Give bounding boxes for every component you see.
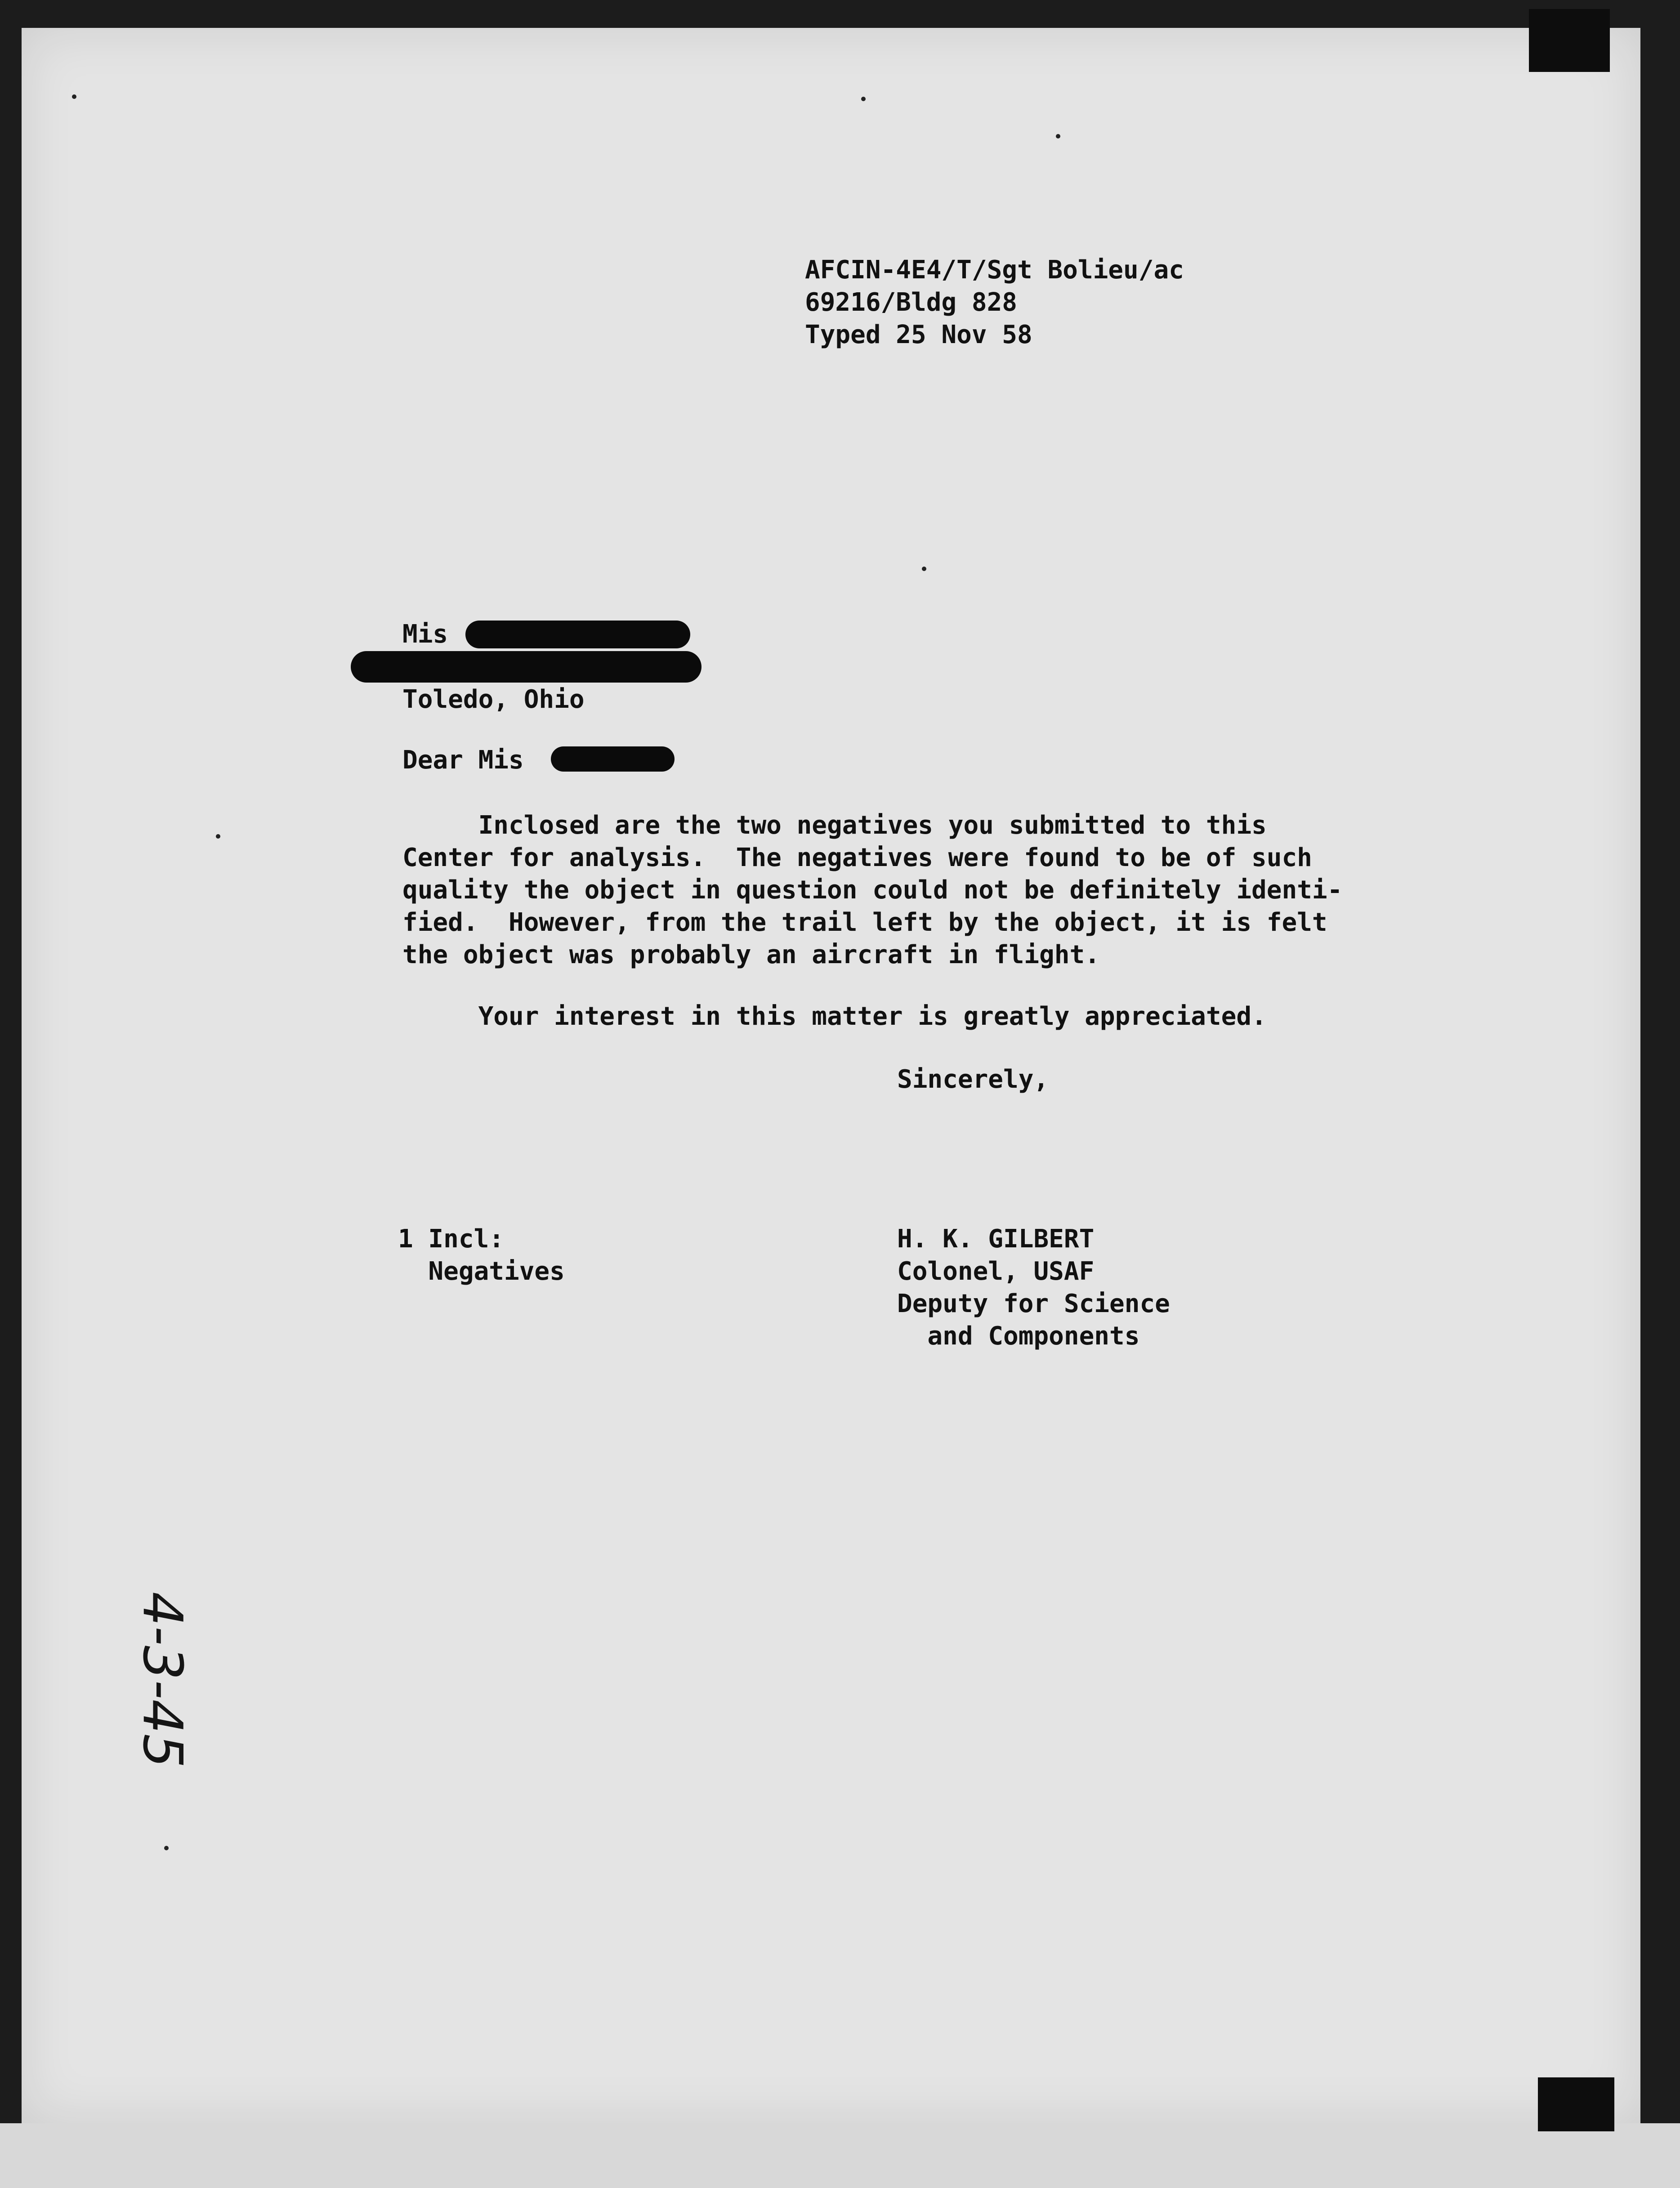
body-line-4: fied. However, from the trail left by the object, it is felt [402, 908, 1327, 937]
redaction-bar-salutation [551, 746, 675, 772]
scan-speck [1056, 134, 1060, 138]
signer-title-2: and Components [897, 1322, 1140, 1351]
salutation: Dear Mis [402, 746, 524, 775]
body-line-2: Center for analysis. The negatives were found to be of such [402, 843, 1312, 872]
addressee-line: Mis [402, 620, 448, 649]
scan-speck [72, 94, 76, 99]
scan-speck [216, 834, 220, 839]
address-city-line: Toledo, Ohio [402, 685, 585, 714]
signer-rank: Colonel, USAF [897, 1257, 1095, 1286]
body-line-3: quality the object in question could not be definitely identi- [402, 875, 1343, 905]
corner-registration-mark-bottom [1538, 2077, 1614, 2131]
signer-name: H. K. GILBERT [897, 1224, 1095, 1254]
phone-building-line: 69216/Bldg 828 [805, 288, 1018, 317]
scan-speck [861, 97, 866, 101]
body-line-1: Inclosed are the two negatives you submitted to this [402, 811, 1267, 840]
scan-speck [922, 567, 926, 571]
handwritten-file-number [90, 1583, 193, 1790]
body-paragraph-2: Your interest in this matter is greatly appreciated. [402, 1002, 1267, 1031]
scan-bottom-band [0, 2123, 1680, 2188]
corner-registration-mark-top [1529, 9, 1610, 72]
office-symbol-line: AFCIN-4E4/T/Sgt Bolieu/ac [805, 255, 1184, 285]
handwritten-note-text: 4-3-45 [131, 1592, 193, 1768]
enclosure-count: 1 Incl: [398, 1224, 505, 1254]
closing: Sincerely, [897, 1065, 1049, 1094]
redaction-bar-street [351, 651, 701, 683]
body-line-5: the object was probably an aircraft in flight. [402, 940, 1100, 969]
redaction-bar-name [465, 621, 690, 648]
scan-speck [164, 1846, 169, 1850]
enclosure-item: Negatives [398, 1257, 565, 1286]
typed-date-line: Typed 25 Nov 58 [805, 320, 1032, 349]
signer-title-1: Deputy for Science [897, 1289, 1170, 1318]
